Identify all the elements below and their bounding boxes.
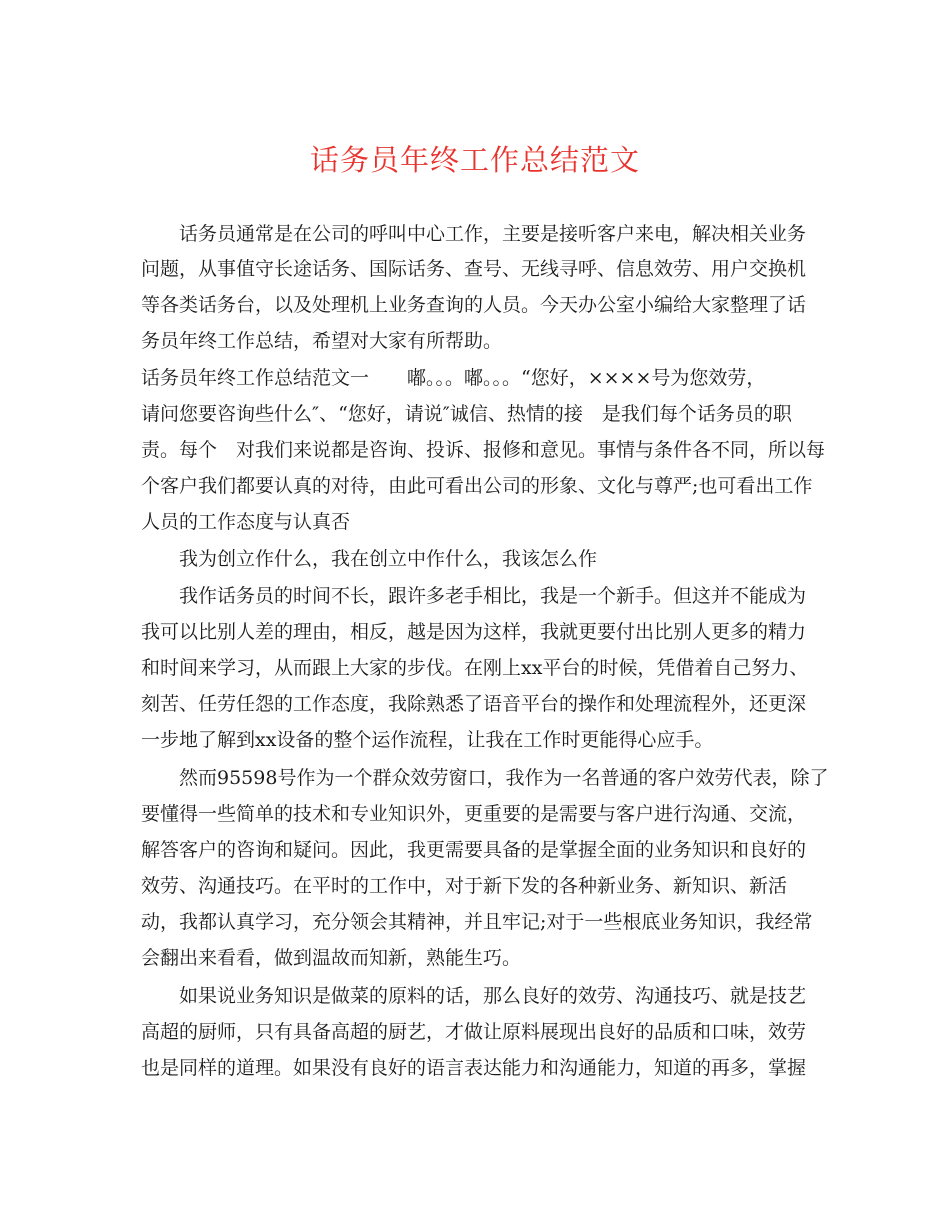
body-line: 然而95598号作为一个群众效劳窗口，我作为一名普通的客户效劳代表，除了 [141, 767, 829, 789]
body-line: 会翻出来看看，做到温故而知新，熟能生巧。 [141, 947, 522, 969]
body-line: 话务员年终工作总结范文一 嘟。。。嘟。。。“您好，××××号为您效劳， [141, 367, 766, 389]
body-line: 请问您要咨询些什么″、“您好，请说″诚信、热情的接 是我们每个话务员的职 [141, 403, 792, 425]
body-line: 也是同样的道理。如果没有良好的语言表达能力和沟通能力，知道的再多，掌握 [141, 1057, 807, 1079]
body-line: 效劳、沟通技巧。在平时的工作中，对于新下发的各种新业务、新知识、新活 [141, 875, 788, 897]
body-line: 责。每个 对我们来说都是咨询、投诉、报修和意见。事情与条件各不同，所以每 [141, 439, 826, 461]
body-line: 刻苦、任劳任怨的工作态度，我除熟悉了语音平台的操作和处理流程外，还更深 [141, 693, 807, 715]
body-line: 高超的厨师，只有具备高超的厨艺，才做让原料展现出良好的品质和口味，效劳 [141, 1021, 807, 1043]
body-line: 人员的工作态度与认真否 [141, 511, 351, 533]
body-line: 我可以比别人差的理由，相反，越是因为这样，我就更要付出比别人更多的精力 [141, 621, 807, 643]
body-line: 动，我都认真学习，充分领会其精神，并且牢记;对于一些根底业务知识，我经常 [141, 911, 813, 933]
body-line: 要懂得一些简单的技术和专业知识外，更重要的是需要与客户进行沟通、交流， [141, 803, 807, 825]
body-line: 我作话务员的时间不长，跟许多老手相比，我是一个新手。但这并不能成为 [141, 585, 807, 607]
body-line: 和时间来学习，从而跟上大家的步伐。在刚上xx平台的时候，凭借着自己努力、 [141, 657, 809, 679]
body-line: 问题，从事值守长途话务、国际话务、查号、无线寻呼、信息效劳、用户交换机 [141, 258, 807, 280]
body-line: 个客户我们都要认真的对待，由此可看出公司的形象、文化与尊严;也可看出工作 [141, 475, 813, 497]
body-line: 我为创立作什么，我在创立中作什么，我该怎么作 [141, 548, 598, 570]
body-line: 务员年终工作总结，希望对大家有所帮助。 [141, 330, 503, 352]
body-line: 如果说业务知识是做菜的原料的话，那么良好的效劳、沟通技巧、就是技艺 [141, 985, 807, 1007]
body-line: 解答客户的咨询和疑问。因此，我更需要具备的是掌握全面的业务知识和良好的 [141, 839, 807, 861]
body-line: 一步地了解到xx设备的整个运作流程，让我在工作时更能得心应手。 [141, 729, 714, 751]
body-line: 话务员通常是在公司的呼叫中心工作，主要是接听客户来电，解决相关业务 [141, 223, 807, 245]
document-title: 话务员年终工作总结范文 [309, 143, 640, 177]
body-line: 等各类话务台，以及处理机上业务查询的人员。今天办公室小编给大家整理了话 [141, 294, 807, 316]
